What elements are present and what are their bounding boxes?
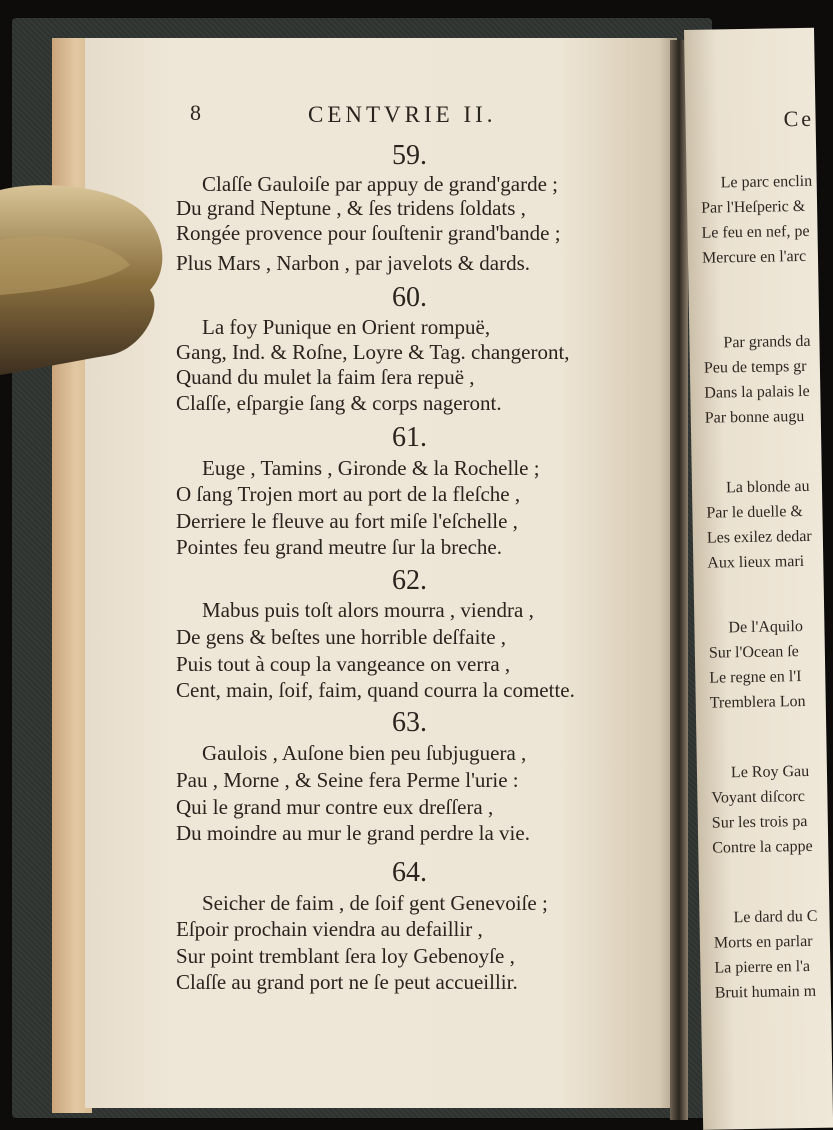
quatrain-number: 64.: [392, 857, 427, 888]
right-verse-line: Tremblera Lon: [709, 692, 806, 712]
verse-line: Eſpoir prochain viendra au defaillir ,: [176, 917, 483, 941]
quatrain-number: 63.: [392, 707, 427, 738]
right-verse-line: Le feu en nef, pe: [701, 222, 810, 242]
verse-line: Claſſe au grand port ne ſe peut accueillir.: [176, 970, 518, 994]
running-head: CENTVRIE II.: [308, 102, 497, 127]
right-verse-line: Mercure en l'arc: [701, 247, 807, 267]
right-verse-line: Peu de temps gr: [703, 357, 807, 377]
verse-line: O ſang Trojen mort au port de la fleſche ,: [176, 482, 521, 506]
verse-line: Euge , Tamins , Gironde & la Rochelle ;: [202, 456, 540, 480]
verse-line: Plus Mars , Narbon , par javelots & dards.: [176, 251, 531, 275]
right-verse-line: Bruit humain m: [714, 982, 817, 1002]
brass-clip: [0, 180, 170, 380]
quatrain-number: 61.: [392, 422, 427, 453]
verse-line: Mabus puis toſt alors mourra , viendra ,: [202, 598, 534, 622]
quatrain-number: 60.: [392, 282, 427, 313]
quatrain-number: 62.: [392, 565, 427, 596]
verse-line: La foy Punique en Orient rompuë,: [202, 315, 491, 339]
right-verse-line: Le parc enclin: [720, 172, 813, 192]
verse-line: De gens & beſtes une horrible deſfaite ,: [176, 625, 507, 649]
right-verse-line: Par l'Heſperic &: [700, 197, 806, 217]
verse-line: Pointes feu grand meutre ſur la breche.: [176, 535, 502, 559]
verse-line: Du moindre au mur le grand perdre la vie.: [176, 821, 530, 845]
right-verse-line: La blonde au: [725, 477, 810, 497]
book-gutter: [670, 40, 688, 1120]
verse-line: Gaulois , Auſone bien peu ſubjuguera ,: [202, 741, 527, 765]
right-verse-line: Par grands da: [723, 332, 811, 352]
right-verse-line: Voyant diſcorc: [711, 788, 806, 807]
verse-line: Sur point tremblant ſera loy Gebenoyſe ,: [176, 944, 515, 968]
right-page: [684, 28, 833, 1130]
verse-line: Pau , Morne , & Seine fera Perme l'urie :: [176, 768, 519, 792]
verse-line: Du grand Neptune , & ſes tridens ſoldats ,: [176, 196, 526, 220]
right-verse-line: Par le duelle &: [706, 503, 803, 522]
right-running-head: Ce: [783, 105, 815, 132]
right-verse-line: Par bonne augu: [704, 407, 805, 427]
verse-line: Seicher de faim , de ſoif gent Genevoiſe ;: [202, 891, 548, 915]
right-verse-line: Sur l'Ocean ſe: [708, 643, 799, 662]
page-number: 8: [190, 100, 201, 125]
right-verse-line: Contre la cappe: [712, 837, 813, 857]
right-verse-line: Le dard du C: [733, 907, 818, 927]
verse-line: Claſſe, eſpargie ſang & corps nageront.: [176, 391, 502, 415]
right-verse-line: Sur les trois pa: [711, 812, 808, 832]
right-verse-line: Aux lieux mari: [707, 552, 805, 572]
right-verse-line: Les exilez dedar: [706, 527, 812, 547]
verse-line: Cent, main, ſoif, faim, quand courra la comette.: [176, 678, 575, 702]
verse-line: Derriere le fleuve au fort miſe l'eſchelle ,: [176, 509, 518, 533]
right-verse-line: La pierre en l'a: [714, 957, 811, 977]
verse-line: Gang, Ind. & Roſne, Loyre & Tag. changeront,: [176, 340, 570, 364]
right-verse-line: Morts en parlar: [713, 932, 813, 952]
verse-line: Quand du mulet la faim ſera repuë ,: [176, 365, 475, 389]
right-verse-line: Le regne en l'I: [709, 668, 802, 687]
right-verse-line: Le Roy Gau: [730, 762, 810, 782]
verse-line: Claſſe Gauloiſe par appuy de grand'garde ;: [202, 172, 558, 196]
verse-line: Rongée provence pour ſouſtenir grand'bande ;: [176, 221, 561, 245]
right-verse-line: De l'Aquilo: [728, 618, 804, 637]
verse-line: Qui le grand mur contre eux dreſſera ,: [176, 795, 494, 819]
verse-line: Puis tout à coup la vangeance on verra ,: [176, 652, 511, 676]
right-verse-line: Dans la palais le: [704, 382, 810, 402]
quatrain-number: 59.: [392, 140, 427, 171]
